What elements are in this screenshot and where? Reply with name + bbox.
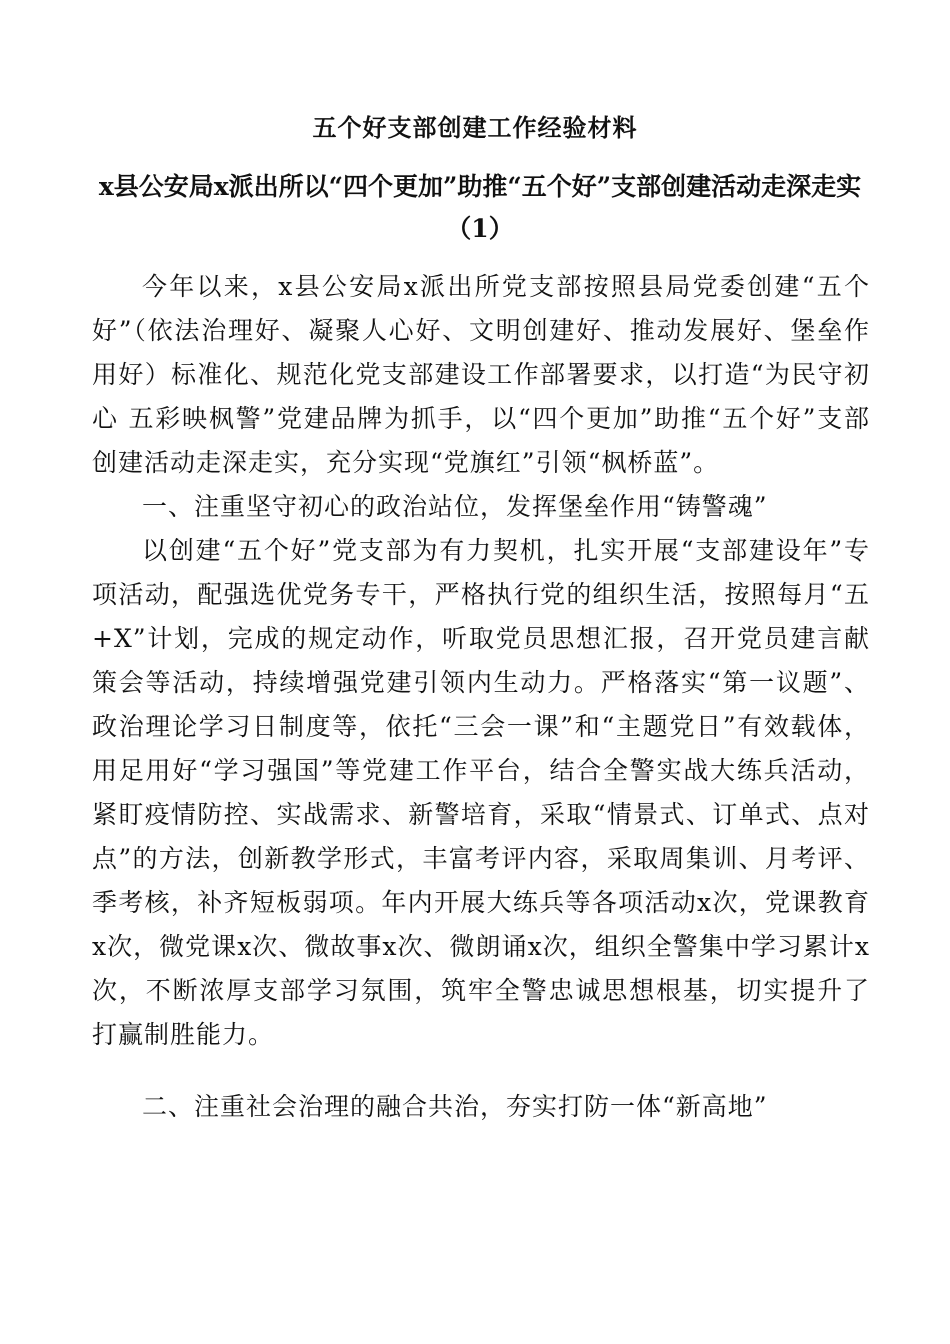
section-1-paragraph: 以创建“五个好”党支部为有力契机，扎实开展“支部建设年”专项活动，配强选优党务专干，严格执行党的组织生活，按照每月“五+X”计划，完成的规定动作，听取党员思想汇报，召开党员建言献策会等活动，持续增强党建引领内生动力。严格落实“第一议题”、政治理论学习日制度等，依托“三会一课”和“主题党日”有效载体，用足用好“学习强国”等党建工作平台，结合全警实战大练兵活动，紧盯疫情防控、实战需求、新警培育，采取“情景式、订单式、点对点”的方法，创新教学形式，丰富考评内容，采取周集训、月考评、季考核，补齐短板弱项。年内开展大练兵等各项活动x次，党课教育x次，微党课x次、微故事x次、微朗诵x次，组织全警集中学习累计x次，不断浓厚支部学习氛围，筑牢全警忠诚思想根基，切实提升了打赢制胜能力。: [92, 536, 870, 1049]
document-subtitle: x县公安局x派出所以“四个更加”助推“五个好”支部创建活动走深走实（1）: [98, 172, 862, 243]
section-heading-2: 二、注重社会治理的融合共治，夯实打防一体“新高地”: [142, 1092, 768, 1121]
document-title: 五个好支部创建工作经验材料: [312, 113, 638, 142]
document-body: [92, 265, 870, 1129]
section-heading-1: 一、注重坚守初心的政治站位，发挥堡垒作用“铸警魂”: [142, 492, 768, 521]
intro-paragraph: 今年以来，x县公安局x派出所党支部按照县局党委创建“五个好”（依法治理好、凝聚人心好、文明创建好、推动发展好、堡垒作用好）标准化、规范化党支部建设工作部署要求，以打造“为民守初心 五彩映枫警”党建品牌为抓手，以“四个更加”助推“五个好”支部创建活动走深走实，充分实现“党旗红”引领“枫桥蓝”。: [92, 272, 870, 477]
